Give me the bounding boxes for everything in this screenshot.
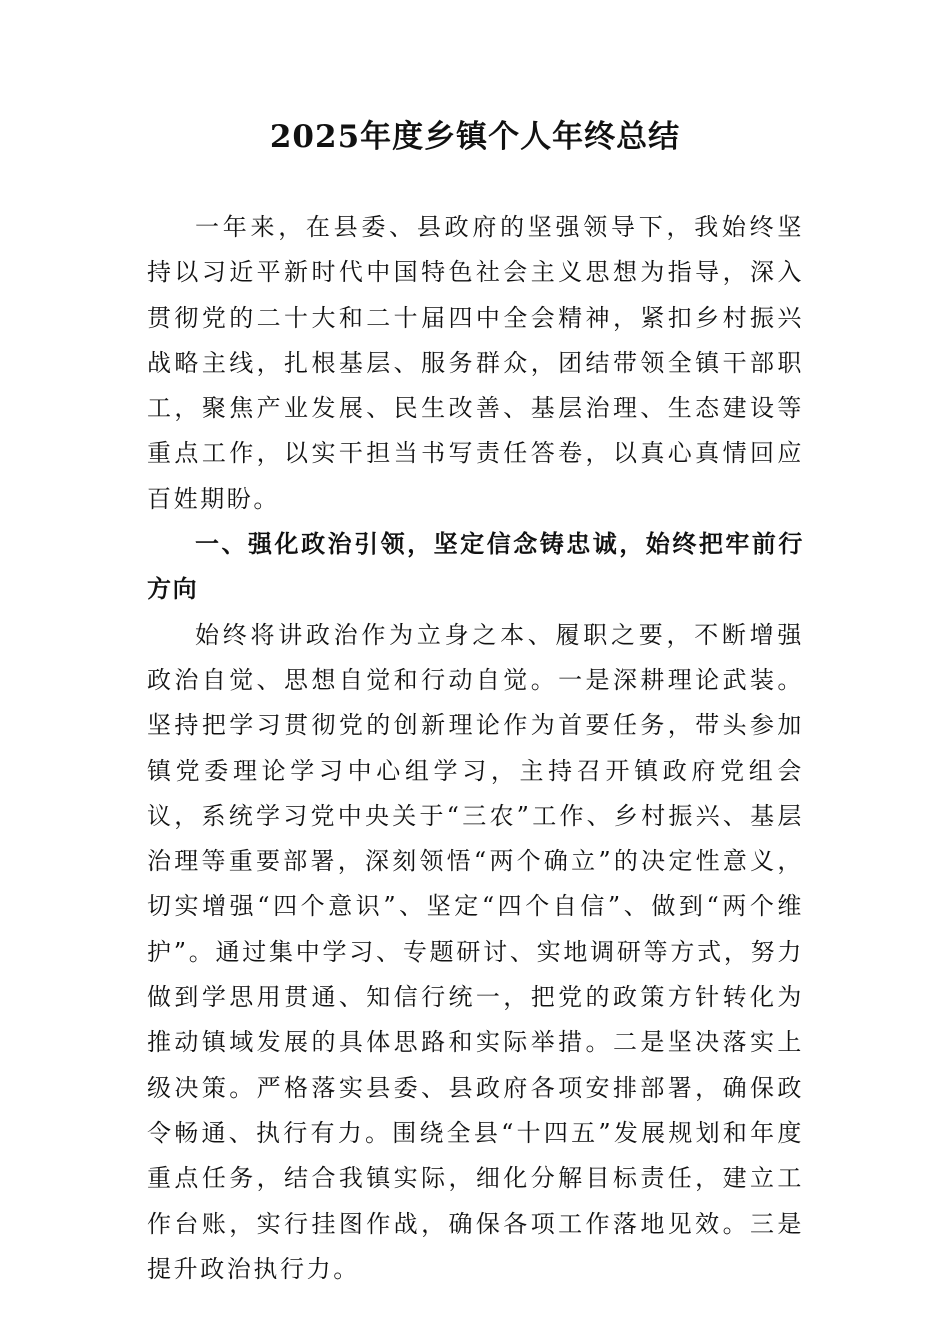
section-1-paragraph: 始终将讲政治作为立身之本、履职之要，不断增强政治自觉、思想自觉和行动自觉。一是深耕理论武装。坚持把学习贯彻党的创新理论作为首要任务，带头参加镇党委理论学习中心组学习，主持召开镇政府党组会议，系统学习党中央关于“三农”工作、乡村振兴、基层治理等重要部署，深刻领悟“两个确立”的决定性意义，切实增强“四个意识”、坚定“四个自信”、做到“两个维护”。通过集中学习、专题研讨、实地调研等方式，努力做到学思用贯通、知信行统一，把党的政策方针转化为推动镇域发展的具体思路和实际举措。二是坚决落实上级决策。严格落实县委、县政府各项安排部署，确保政令畅通、执行有力。围绕全县“十四五”发展规划和年度重点任务，结合我镇实际，细化分解目标责任，建立工作台账，实行挂图作战，确保各项工作落地见效。三是提升政治执行力。 xyxy=(147,620,804,1283)
document-title: 2025年度乡镇个人年终总结 xyxy=(269,119,681,155)
document-body xyxy=(147,205,804,1292)
intro-paragraph: 一年来，在县委、县政府的坚强领导下，我始终坚持以习近平新时代中国特色社会主义思想为指导，深入贯彻党的二十大和二十届四中全会精神，紧扣乡村振兴战略主线，扎根基层、服务群众，团结带领全镇干部职工，聚焦产业发展、民生改善、基层治理、生态建设等重点工作，以实干担当书写责任答卷，以真心真情回应百姓期盼。 xyxy=(147,213,804,513)
section-1-heading: 一、强化政治引领，坚定信念铸忠诚，始终把牢前行方向 xyxy=(147,530,804,604)
